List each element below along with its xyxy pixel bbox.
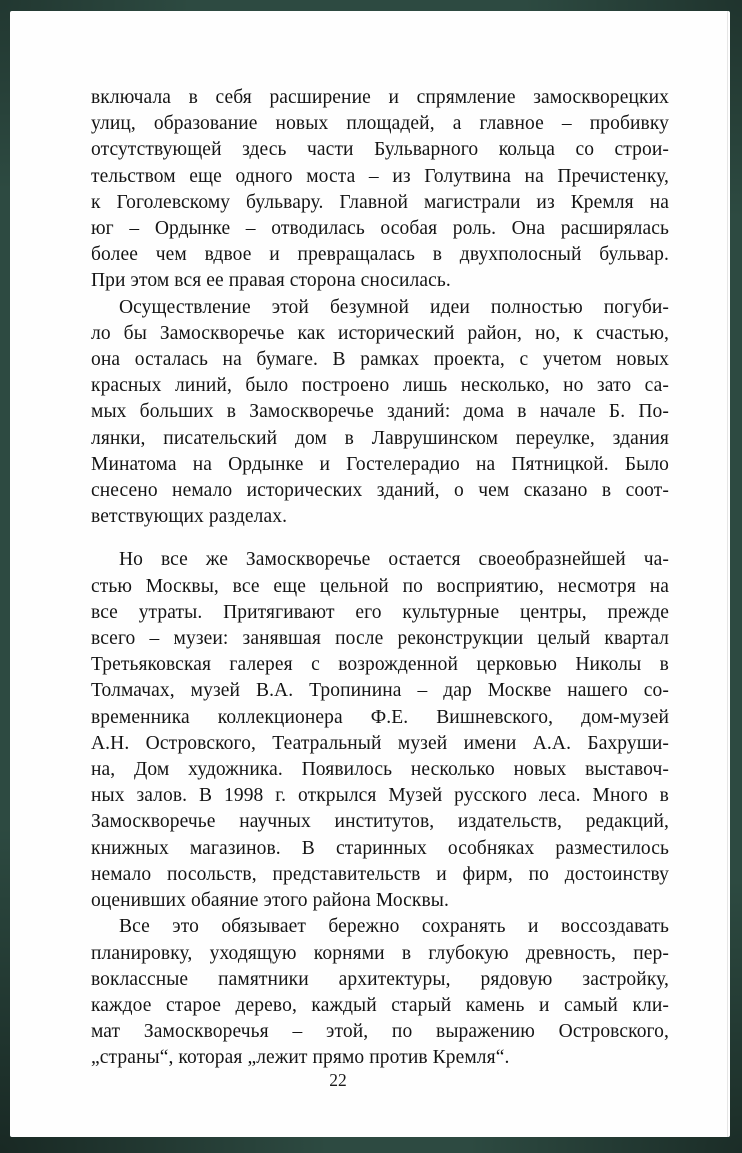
paragraph	[91, 295, 669, 531]
text-line: красных линий, было построено лишь несколько, но зато са-	[91, 375, 669, 397]
text-line: на, Дом художника. Появилось несколько новых выставоч-	[91, 759, 669, 781]
text-line: улиц, образование новых площадей, а главное – пробивку	[91, 113, 669, 135]
text-line: немало посольств, представительств и фирм, по достоинству	[91, 863, 669, 885]
text-line: оценивших обаяние этого района Москвы.	[91, 890, 449, 912]
text-line: всего – музеи: занявшая после реконструкции целый квартал	[91, 628, 669, 650]
text-line: снесено немало исторических зданий, о чем сказано в соот-	[91, 480, 669, 502]
text-line: временника коллекционера Ф.Е. Вишневского, дом-музей	[91, 706, 669, 728]
text-line: Третьяковская галерея с возрожденной церковью Николы в	[91, 654, 669, 676]
text-line: Но все же Замоскворечье остается своеобразнейшей ча-	[119, 549, 669, 571]
text-line: ных залов. В 1998 г. открылся Музей русского леса. Много в	[91, 785, 669, 807]
text-line: книжных магазинов. В старинных особняках разместилось	[91, 837, 669, 859]
text-line: При этом вся ее правая сторона сносилась.	[91, 270, 451, 292]
text-line: каждое старое дерево, каждый старый камень и самый кли-	[91, 994, 669, 1016]
text-line: лянки, писательский дом в Лаврушинском переулке, здания	[91, 427, 669, 449]
paragraph	[91, 914, 669, 1071]
page-number: 22	[329, 1070, 347, 1090]
text-line: Все это обязывает бережно сохранять и воссоздавать	[119, 916, 669, 938]
text-line: включала в себя расширение и спрямление замоскворецких	[91, 87, 669, 108]
paragraph	[91, 85, 669, 295]
text-line: юг – Ордынке – отводилась особая роль. Она расширялась	[91, 218, 669, 240]
text-line: воклассные памятники архитектуры, рядовую застройку,	[91, 968, 669, 990]
book-page	[10, 11, 730, 1137]
text-line: тельством еще одного моста – из Голутвина на Пречистенку,	[91, 165, 669, 187]
text-line: Осуществление этой безумной идеи полностью погуби-	[119, 296, 669, 318]
page-text	[91, 85, 669, 1072]
text-line: она осталась на бумаге. В рамках проекта, с учетом новых	[91, 349, 669, 371]
text-line: ветствующих разделах.	[91, 506, 288, 528]
text-line: Замоскворечье научных институтов, издательств, редакций,	[91, 811, 669, 833]
scan-edge-line	[727, 11, 728, 1137]
paragraph	[91, 547, 669, 914]
text-line: Минатома на Ордынке и Гостелерадио на Пятницкой. Было	[91, 453, 669, 475]
text-line: мат Замоскворечья – этой, по выражению Островского,	[91, 1021, 669, 1043]
text-line: отсутствующей здесь части Бульварного кольца со строи-	[91, 139, 669, 161]
text-line: все утраты. Притягивают его культурные центры, прежде	[91, 601, 669, 623]
text-line: А.Н. Островского, Театральный музей имени А.А. Бахруши-	[91, 732, 669, 754]
text-line: Толмачах, музей В.А. Тропинина – дар Москве нашего со-	[91, 680, 669, 702]
text-line: планировку, уходящую корнями в глубокую древность, пер-	[91, 942, 669, 964]
text-line: стью Москвы, все еще цельной по восприятию, несмотря на	[91, 575, 669, 597]
text-line: мых больших в Замоскворечье зданий: дома в начале Б. По-	[91, 401, 669, 423]
text-line: „страны“, которая „лежит прямо против Кремля“.	[91, 1047, 510, 1069]
text-line: ло бы Замоскворечье как исторический район, но, к счастью,	[91, 322, 669, 344]
text-line: более чем вдвое и превращалась в двухполосный бульвар.	[91, 244, 669, 266]
text-line: к Гоголевскому бульвару. Главной магистрали из Кремля на	[91, 191, 669, 213]
